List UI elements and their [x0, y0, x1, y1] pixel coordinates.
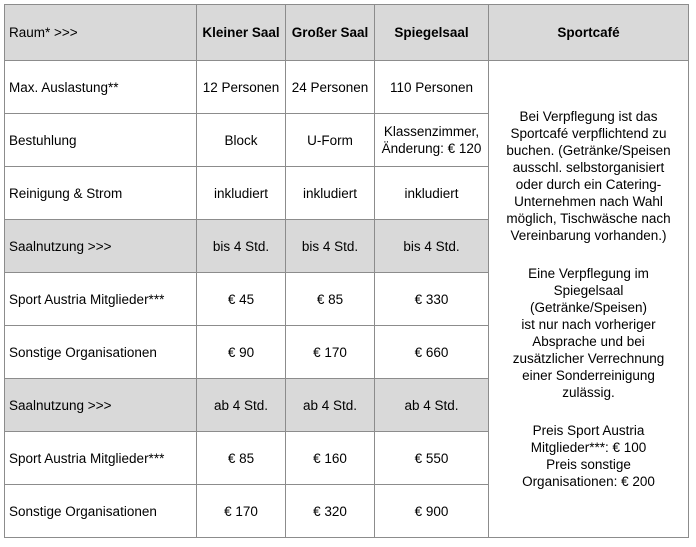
sportcafe-paragraph-catering: Bei Verpflegung ist das Sportcafé verpflichtend zu buchen. (Getränke/Speisen ausschl. selbstorganisiert oder durch ein Catering- Unternehmen nach Wahl möglich, Tischwäsche nach Vereinbarung vorhanden.): [506, 109, 671, 244]
cell-grosser-saal: bis 4 Std.: [286, 220, 375, 273]
row-label: Saalnutzung >>>: [5, 379, 197, 432]
cell-spiegelsaal: € 330: [375, 273, 489, 326]
cell-grosser-saal: € 170: [286, 326, 375, 379]
cell-grosser-saal: 24 Personen: [286, 61, 375, 114]
cell-kleiner-saal: € 90: [197, 326, 286, 379]
cell-kleiner-saal: € 85: [197, 432, 286, 485]
cell-spiegelsaal: bis 4 Std.: [375, 220, 489, 273]
cell-kleiner-saal: € 45: [197, 273, 286, 326]
row-label: Max. Auslastung**: [5, 61, 197, 114]
cell-grosser-saal: ab 4 Std.: [286, 379, 375, 432]
table-row: [5, 61, 689, 114]
row-label: Sonstige Organisationen: [5, 326, 197, 379]
cell-kleiner-saal: € 170: [197, 485, 286, 538]
header-kleiner-saal: Kleiner Saal: [197, 5, 286, 61]
cell-spiegelsaal: ab 4 Std.: [375, 379, 489, 432]
cell-spiegelsaal: € 660: [375, 326, 489, 379]
sportcafe-paragraph-spiegelsaal: Eine Verpflegung im Spiegelsaal (Getränke/Speisen) ist nur nach vorheriger Absprache und bei zusätzlicher Verrechnung einer Sonderreinigung zulässig.: [512, 266, 665, 400]
cell-kleiner-saal: bis 4 Std.: [197, 220, 286, 273]
header-spiegelsaal: Spiegelsaal: [375, 5, 489, 61]
cell-spiegelsaal: inkludiert: [375, 167, 489, 220]
row-label: Sport Austria Mitglieder***: [5, 432, 197, 485]
sportcafe-info: [489, 61, 689, 538]
pricing-table: [4, 4, 689, 538]
cell-grosser-saal: inkludiert: [286, 167, 375, 220]
cell-spiegelsaal: € 550: [375, 432, 489, 485]
row-label: Reinigung & Strom: [5, 167, 197, 220]
cell-grosser-saal: U-Form: [286, 114, 375, 167]
cell-spiegelsaal: € 900: [375, 485, 489, 538]
row-label: Saalnutzung >>>: [5, 220, 197, 273]
cell-kleiner-saal: ab 4 Std.: [197, 379, 286, 432]
cell-spiegelsaal: 110 Personen: [375, 61, 489, 114]
cell-grosser-saal: € 320: [286, 485, 375, 538]
row-label: Sonstige Organisationen: [5, 485, 197, 538]
row-label: Sport Austria Mitglieder***: [5, 273, 197, 326]
header-grosser-saal: Großer Saal: [286, 5, 375, 61]
cell-kleiner-saal: inkludiert: [197, 167, 286, 220]
cell-kleiner-saal: 12 Personen: [197, 61, 286, 114]
cell-kleiner-saal: Block: [197, 114, 286, 167]
header-row: [5, 5, 689, 61]
cell-spiegelsaal: Klassenzimmer, Änderung: € 120: [375, 114, 489, 167]
cell-grosser-saal: € 160: [286, 432, 375, 485]
sportcafe-paragraph-prices: Preis Sport Austria Mitglieder***: € 100 Preis sonstige Organisationen: € 200: [522, 422, 655, 489]
header-sportcafe: Sportcafé: [489, 5, 689, 61]
row-label: Bestuhlung: [5, 114, 197, 167]
cell-grosser-saal: € 85: [286, 273, 375, 326]
header-room: Raum* >>>: [5, 5, 197, 61]
